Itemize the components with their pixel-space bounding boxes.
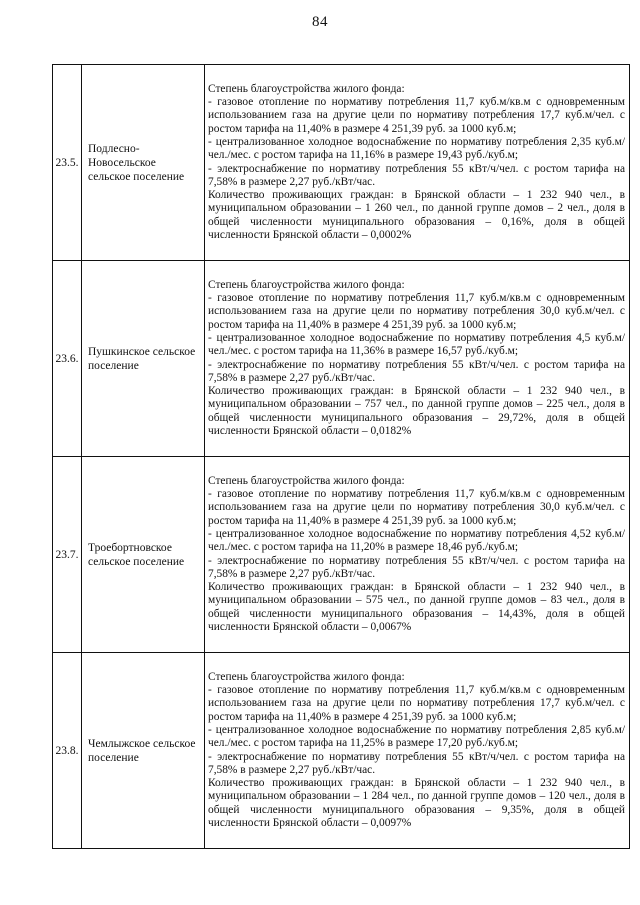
table-row [53,65,630,261]
settlement-name: Пушкинское сельское поселение [82,261,205,457]
water-supply-text: - централизованное холодное водоснабжение по нормативу потребления 4,52 куб.м/чел./мес. с ростом тарифа на 11,20% в размере 18,46 руб./куб.м; [208,527,625,554]
electricity-text: - электроснабжение по нормативу потребления 55 кВт/ч/чел. с ростом тарифа на 7,58% в размере 2,27 руб./кВт/час. [208,358,625,384]
population-text: Количество проживающих граждан: в Брянской области – 1 232 940 чел., в муниципальном образовании – 1 260 чел., по данной группе домов – 2 чел., доля в общей численности муниципального образования – 0,16%, доля в общей численности Брянской области – 0,0002% [208,189,625,241]
gas-heating-text: - газовое отопление по нормативу потребления 11,7 куб.м/кв.м с одновременным использованием газа на другие цели по нормативу потребления 30,0 куб.м/чел. с ростом тарифа на 11,40% в размере 4 251,39 руб. за 1000 куб.м; [208,488,625,527]
electricity-text: - электроснабжение по нормативу потребления 55 кВт/ч/чел. с ростом тарифа на 7,58% в размере 2,27 руб./кВт/час. [208,554,625,580]
row-number: 23.8. [53,653,82,849]
amenity-heading: Степень благоустройства жилого фонда: [208,82,405,95]
row-number: 23.5. [53,65,82,261]
tariff-table [52,64,630,849]
row-description [205,457,630,653]
amenity-heading: Степень благоустройства жилого фонда: [208,278,405,291]
population-text: Количество проживающих граждан: в Брянской области – 1 232 940 чел., в муниципальном образовании – 757 чел., по данной группе домов – 225 чел., доля в общей численности муниципального образования – 29,72%, доля в общей численности Брянской области – 0,0182% [208,385,625,437]
water-supply-text: - централизованное холодное водоснабжение по нормативу потребления 4,5 куб.м/чел./мес. с ростом тарифа на 11,36% в размере 16,57 руб./куб.м; [208,331,625,358]
settlement-name: Чемлыжское сельское поселение [82,653,205,849]
table-row [53,457,630,653]
electricity-text: - электроснабжение по нормативу потребления 55 кВт/ч/чел. с ростом тарифа на 7,58% в размере 2,27 руб./кВт/час. [208,750,625,776]
row-number: 23.7. [53,457,82,653]
settlement-name: Троебортновское сельское поселение [82,457,205,653]
water-supply-text: - централизованное холодное водоснабжение по нормативу потребления 2,35 куб.м/чел./мес. с ростом тарифа на 11,16% в размере 19,43 руб./куб.м; [208,135,625,162]
gas-heating-text: - газовое отопление по нормативу потребления 11,7 куб.м/кв.м с одновременным использованием газа на другие цели по нормативу потребления 17,7 куб.м/чел. с ростом тарифа на 11,40% в размере 4 251,39 руб. за 1000 куб.м; [208,96,625,135]
row-description [205,653,630,849]
table-row [53,653,630,849]
amenity-heading: Степень благоустройства жилого фонда: [208,474,405,487]
water-supply-text: - централизованное холодное водоснабжение по нормативу потребления 2,85 куб.м/чел./мес. с ростом тарифа на 11,25% в размере 17,20 руб./куб.м; [208,723,625,750]
row-number: 23.6. [53,261,82,457]
row-description [205,65,630,261]
amenity-heading: Степень благоустройства жилого фонда: [208,670,405,683]
table-row [53,261,630,457]
population-text: Количество проживающих граждан: в Брянской области – 1 232 940 чел., в муниципальном образовании – 575 чел., по данной группе домов – 83 чел., доля в общей численности муниципального образования – 14,43%, доля в общей численности Брянской области – 0,0067% [208,581,625,633]
gas-heating-text: - газовое отопление по нормативу потребления 11,7 куб.м/кв.м с одновременным использованием газа на другие цели по нормативу потребления 17,7 куб.м/чел. с ростом тарифа на 11,40% в размере 4 251,39 руб. за 1000 куб.м; [208,684,625,723]
row-description [205,261,630,457]
electricity-text: - электроснабжение по нормативу потребления 55 кВт/ч/чел. с ростом тарифа на 7,58% в размере 2,27 руб./кВт/час. [208,162,625,188]
gas-heating-text: - газовое отопление по нормативу потребления 11,7 куб.м/кв.м с одновременным использованием газа на другие цели по нормативу потребления 30,0 куб.м/чел. с ростом тарифа на 11,40% в размере 4 251,39 руб. за 1000 куб.м; [208,292,625,331]
population-text: Количество проживающих граждан: в Брянской области – 1 232 940 чел., в муниципальном образовании – 1 284 чел., по данной группе домов – 120 чел., доля в общей численности муниципального образования – 9,35%, доля в общей численности Брянской области – 0,0097% [208,777,625,829]
page-number: 84 [312,14,328,30]
settlement-name: Подлесно-Новосельское сельское поселение [82,65,205,261]
